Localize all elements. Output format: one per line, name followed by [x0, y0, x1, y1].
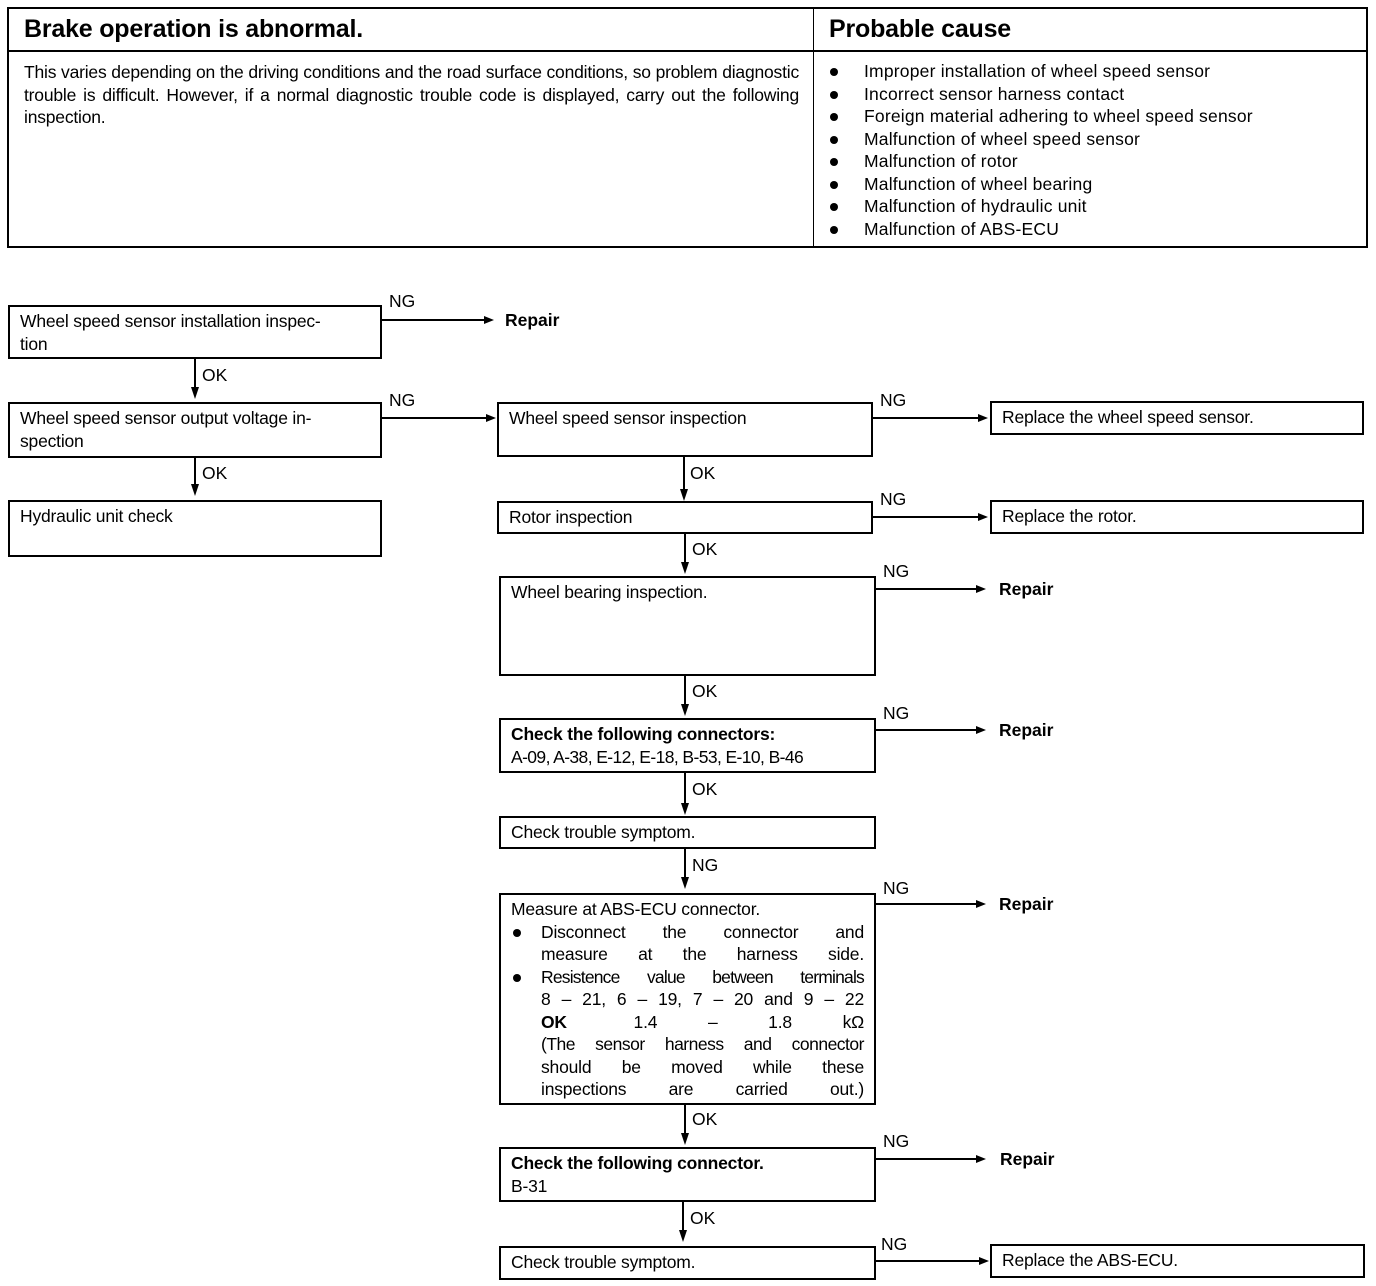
ng-label: NG — [883, 561, 910, 581]
repair-result: Repair — [999, 720, 1054, 740]
ng-connector-line — [876, 588, 976, 590]
ok-label: OK — [202, 463, 228, 483]
repair-result: Repair — [505, 310, 560, 330]
arrow-down-icon — [681, 1133, 689, 1145]
ng-connector-line — [876, 1260, 979, 1262]
ok-connector-line — [682, 1202, 684, 1232]
ng-label: NG — [389, 291, 416, 311]
bullet-icon — [830, 113, 838, 121]
ng-label: NG — [692, 855, 719, 875]
cause-item: Malfunction of ABS-ECU — [828, 218, 1358, 241]
ok-label: OK — [692, 681, 718, 701]
bullet-icon — [830, 68, 838, 76]
cause-item: Foreign material adhering to wheel speed sensor — [828, 105, 1358, 128]
bullet-icon — [830, 136, 838, 144]
measure-steps — [511, 921, 864, 1101]
step-check-trouble-symptom: Check trouble symptom. — [499, 816, 876, 849]
ng-connector-line — [876, 1158, 976, 1160]
ok-connector-line — [194, 359, 196, 389]
step-wheel-bearing-inspection: Wheel bearing inspection. — [499, 576, 876, 676]
ok-label: OK — [692, 779, 718, 799]
bullet-icon — [513, 974, 521, 982]
step-sensor-installation-inspection: Wheel speed sensor installation inspec- tion — [8, 305, 382, 359]
arrow-down-icon — [191, 387, 199, 399]
probable-cause-title: Probable cause — [829, 15, 1012, 43]
bullet-icon — [830, 181, 838, 189]
ng-label: NG — [881, 1234, 908, 1254]
symptom-title: Brake operation is abnormal. — [24, 15, 363, 43]
step-measure-abs-ecu-connector: Measure at ABS-ECU connector. Disconnect the connector and measure at the harness side. Resistence value between terminals 8 – 21, 6 – 19, 7 – 20 and 9 – 22 OK 1.4 – 1.8 kΩ (The sensor harness and connector should be moved while these inspections are carried out.) — [499, 893, 876, 1105]
ng-connector-line — [382, 417, 486, 419]
ok-connector-line — [684, 676, 686, 706]
step-hydraulic-unit-check: Hydraulic unit check — [8, 500, 382, 557]
bullet-icon — [513, 929, 521, 937]
table-divider-horizontal — [7, 50, 1368, 52]
ok-connector-line — [684, 1105, 686, 1135]
ok-label: OK — [692, 539, 718, 559]
ok-label: OK — [692, 1109, 718, 1129]
cause-item: Improper installation of wheel speed sensor — [828, 60, 1358, 83]
ng-label: NG — [883, 703, 910, 723]
symptom-description: This varies depending on the driving conditions and the road surface conditions, so problem diagnostic trouble is difficult. However, if a normal diagnostic trouble code is displayed, carry out the following inspection. — [24, 62, 799, 127]
table-divider-vertical — [813, 7, 814, 248]
ng-label: NG — [389, 390, 416, 410]
step-wheel-speed-sensor-inspection: Wheel speed sensor inspection — [497, 402, 873, 457]
ok-connector-line — [684, 534, 686, 564]
arrow-right-icon — [486, 414, 496, 422]
arrow-down-icon — [191, 484, 199, 496]
ok-connector-line — [194, 458, 196, 484]
arrow-right-icon — [978, 513, 988, 521]
result-replace-abs-ecu: Replace the ABS-ECU. — [990, 1244, 1365, 1278]
repair-result: Repair — [999, 894, 1054, 914]
ng-label: NG — [883, 1131, 910, 1151]
ng-label: NG — [880, 390, 907, 410]
repair-result: Repair — [1000, 1149, 1055, 1169]
ok-connector-line — [684, 773, 686, 805]
arrow-right-icon — [484, 316, 494, 324]
step-output-voltage-inspection: Wheel speed sensor output voltage in- spection — [8, 402, 382, 458]
measure-step: Disconnect the connector and measure at the harness side. — [511, 921, 864, 966]
ok-label: OK — [690, 1208, 716, 1228]
arrow-right-icon — [976, 585, 986, 593]
arrow-down-icon — [680, 489, 688, 501]
bullet-icon — [830, 158, 838, 166]
arrow-down-icon — [681, 877, 689, 889]
arrow-down-icon — [679, 1230, 687, 1242]
ng-connector-line — [876, 729, 976, 731]
arrow-right-icon — [976, 726, 986, 734]
ok-label: OK — [690, 463, 716, 483]
measure-step: Resistence value between terminals 8 – 21, 6 – 19, 7 – 20 and 9 – 22 OK 1.4 – 1.8 kΩ (The sensor harness and connector should be moved while these inspections are carried out.) — [511, 966, 864, 1101]
step-check-connector-b31: Check the following connector. B-31 — [499, 1147, 876, 1202]
ng-label: NG — [880, 489, 907, 509]
resistance-spec: 1.4 – 1.8 kΩ — [633, 1011, 864, 1032]
arrow-right-icon — [979, 1257, 989, 1265]
probable-cause-list — [828, 60, 1358, 240]
cause-item: Malfunction of wheel bearing — [828, 173, 1358, 196]
ok-connector-line — [683, 457, 685, 491]
ng-connector-line — [684, 849, 686, 879]
bullet-icon — [830, 226, 838, 234]
step-check-trouble-symptom-final: Check trouble symptom. — [499, 1246, 876, 1280]
result-replace-rotor: Replace the rotor. — [990, 500, 1364, 534]
bullet-icon — [830, 203, 838, 211]
arrow-right-icon — [976, 900, 986, 908]
ng-connector-line — [873, 516, 978, 518]
step-check-connectors: Check the following connectors: A-09, A-38, E-12, E-18, B-53, E-10, B-46 — [499, 718, 876, 773]
arrow-down-icon — [681, 704, 689, 716]
result-replace-wheel-speed-sensor: Replace the wheel speed sensor. — [990, 401, 1364, 435]
cause-item: Incorrect sensor harness contact — [828, 83, 1358, 106]
cause-item: Malfunction of wheel speed sensor — [828, 128, 1358, 151]
bullet-icon — [830, 91, 838, 99]
ok-label: OK — [202, 365, 228, 385]
ng-connector-line — [873, 417, 978, 419]
arrow-right-icon — [978, 414, 988, 422]
cause-item: Malfunction of rotor — [828, 150, 1358, 173]
arrow-right-icon — [976, 1155, 986, 1163]
arrow-down-icon — [681, 803, 689, 815]
ng-label: NG — [883, 878, 910, 898]
ok-spec-label: OK — [541, 1011, 567, 1032]
cause-item: Malfunction of hydraulic unit — [828, 195, 1358, 218]
repair-result: Repair — [999, 579, 1054, 599]
ng-connector-line — [382, 319, 484, 321]
ng-connector-line — [876, 903, 976, 905]
step-rotor-inspection: Rotor inspection — [497, 501, 873, 534]
arrow-down-icon — [681, 562, 689, 574]
